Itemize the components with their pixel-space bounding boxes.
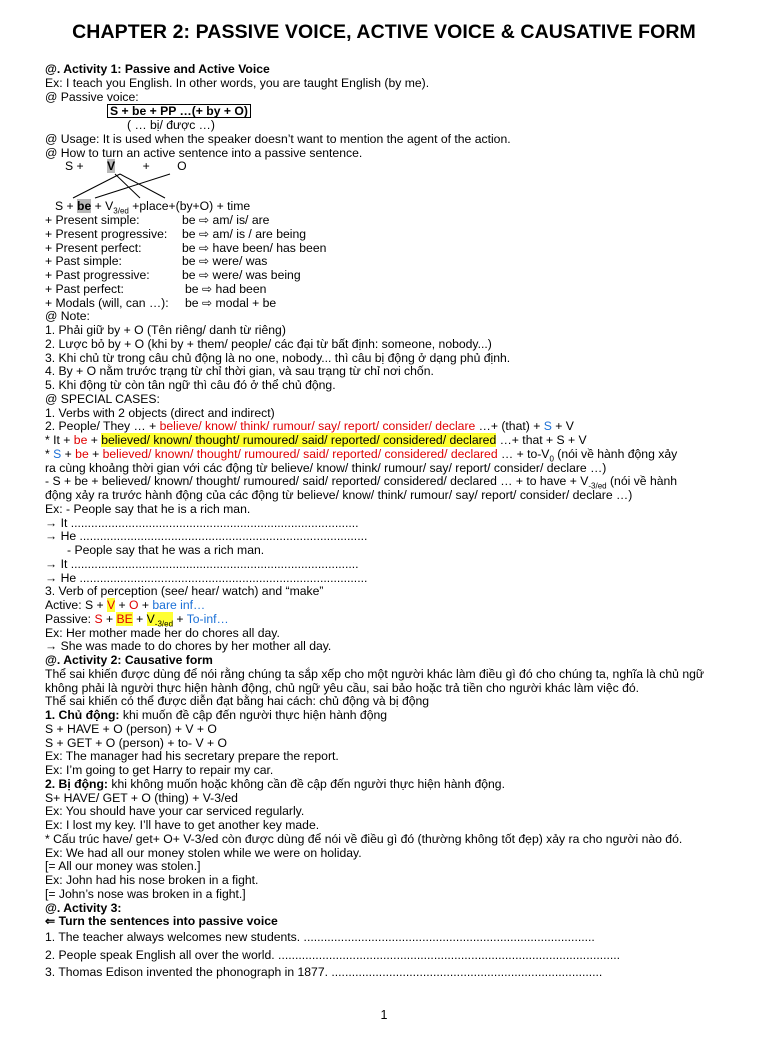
diagram-s: S +: [65, 159, 84, 174]
special-case-5: - S + be + believed/ known/ thought/ rumoured/ said/ reported/ considered/ declared … + to have + $V_{-3/ed}$ (nói về hành: [45, 474, 678, 491]
note-item: 1. Phải giữ by + O (Tên riêng/ danh từ riêng): [45, 323, 286, 337]
chapter-title: CHAPTER 2: PASSIVE VOICE, ACTIVE VOICE & CAUSATIVE FORM: [72, 21, 696, 43]
tense-row: + Past simple: be ⇨ were/ was: [45, 254, 268, 269]
example-chores: Ex: Her mother made her do chores all day.: [45, 625, 280, 640]
passive-rule: Passive: S + BE + $V_{-3/ed}$ + To-inf…: [45, 611, 229, 629]
causative-passive-head: 2. Bị động: khi không muốn hoặc không cần đề cập đến người thực hiện hành động.: [45, 776, 505, 791]
pointing-hand-icon: ⇐: [45, 914, 56, 929]
note-item: 3. Khi chủ từ trong câu chủ động là no one, nobody... thì câu bị động ở dạng phủ định.: [45, 350, 511, 365]
diagram-arrows: [45, 160, 245, 200]
causative-example: Ex: You should have your car serviced regularly.: [45, 804, 305, 819]
svo-diagram: [45, 160, 725, 200]
special-case-2: 2. People/ They … + believe/ know/ think/ rumour/ say/ report/ consider/ declare …+ (that) + S + V: [45, 419, 574, 434]
usage-line: @ Usage: It is used when the speaker doesn’t want to mention the agent of the action.: [45, 131, 511, 146]
causative-example: Ex: We had all our money stolen while we were on holiday.: [45, 845, 362, 860]
passive-voice-label: @ Passive voice:: [45, 89, 139, 104]
activity2-two-ways: Thể sai khiến có thể được diễn đạt bằng hai cách: chủ động và bị động: [45, 694, 430, 709]
activity2-heading: @. Activity 2: Causative form: [45, 653, 213, 667]
diagram-o: O: [177, 159, 187, 174]
diagram-be: be: [77, 199, 92, 214]
example-rich-man-past: - People say that he was a rich man.: [67, 543, 265, 557]
causative-example: Ex: I’m going to get Harry to repair my car.: [45, 763, 274, 777]
causative-example: [= All our money was stolen.]: [45, 859, 201, 874]
tense-list: [45, 214, 725, 310]
note-label: @ Note:: [45, 309, 90, 324]
causative-active-head: 1. Chủ động: khi muốn đề cập đến người thực hiện hành động: [45, 708, 388, 722]
rule-get: S + GET + O (person) + to- V + O: [45, 735, 227, 750]
note-item: 2. Lược bỏ by + O (khi by + them/ people/ các đại từ bất định: someone, nobody...): [45, 336, 492, 351]
causative-example: Ex: John had his nose broken in a fight.: [45, 873, 259, 887]
tense-row: + Present perfect: be ⇨ have been/ has been: [45, 240, 327, 255]
causative-example: Ex: The manager had his secretary prepare the report.: [45, 749, 339, 764]
note-item: 4. By + O nằm trước trạng từ chỉ thời gian, và sau trạng từ chỉ nơi chốn.: [45, 364, 434, 379]
answer-line-it: → It .....................................................................................: [45, 556, 359, 571]
rule-passive: S+ HAVE/ GET + O (thing) + V-3/ed: [45, 790, 238, 805]
activity2-intro: Thể sai khiến được dùng để nói rằng chúng ta sắp xếp cho một người khác làm điều gì đó cho chúng ta, nghĩa là chủ ngữ không phải là người thực hiện hành động, chủ ngữ yêu cầu, sai bảo hoặc trả tiền cho người khác làm việc đó.: [45, 666, 705, 695]
tense-row: + Past progressive: be ⇨ were/ was being: [45, 268, 301, 282]
tense-row: + Present simple: be ⇨ am/ is/ are: [45, 213, 270, 227]
diagram-plus: +: [142, 159, 150, 174]
passive-formula-vn: ( … bị/ được …): [127, 118, 215, 132]
exercise-item: 2. People speak English all over the world. .....................................................................................................: [45, 947, 621, 962]
answer-chores: → She was made to do chores by her mother all day.: [45, 639, 332, 654]
answer-line-he: → He .....................................................................................: [45, 570, 368, 585]
causative-note: * Cấu trúc have/ get+ O+ V-3/ed còn được dùng để nói về điều gì đó (thường không tốt đẹp) xảy ra cho người nào đó.: [45, 831, 683, 846]
diagram-v: V: [107, 159, 116, 174]
special-case-4-cont: ra cùng khoảng thời gian với các động từ believe/ know/ think/ rumour/ say/ report/ consider/ declare …): [45, 460, 607, 475]
exercise-item: 1. The teacher always welcomes new students. ......................................................................................: [45, 930, 595, 944]
special-case-5-cont: động xảy ra trước hành động của các động từ believe/ know/ think/ rumour/ say/ report/ consider/ declare …): [45, 488, 633, 502]
perception-heading: 3. Verb of perception (see/ hear/ watch) and “make”: [45, 584, 324, 599]
answer-line-he: → He .....................................................................................: [45, 529, 368, 544]
activity3-instruction: ⇐ Turn the sentences into passive voice: [45, 914, 278, 929]
special-cases-label: @ SPECIAL CASES:: [45, 391, 160, 406]
tense-row: + Past perfect: be ⇨ had been: [45, 281, 267, 296]
tense-row: + Present progressive: be ⇨ am/ is / are being: [45, 226, 307, 241]
special-case-4: * S + be + believed/ known/ thought/ rumoured/ said/ reported/ considered/ declared … + $to-V_0$ (nói về hành động xảy: [45, 446, 678, 464]
note-item: 5. Khi động từ còn tân ngữ thì câu đó ở thể chủ động.: [45, 378, 336, 392]
example-rich-man: Ex: - People say that he is a rich man.: [45, 501, 251, 516]
active-rule: Active: S + V + O + bare inf…: [45, 598, 206, 612]
exercise-item: 3. Thomas Edison invented the phonograph in 1877. ................................................................................: [45, 965, 603, 979]
activity1-heading: @. Activity 1: Passive and Active Voice: [45, 62, 270, 76]
passive-formula: S + be + PP …(+ by + O): [107, 104, 251, 118]
tense-row: + Modals (will, can …): be ⇨ modal + be: [45, 295, 277, 310]
rule-have: S + HAVE + O (person) + V + O: [45, 721, 217, 736]
special-case-1: 1. Verbs with 2 objects (direct and indirect): [45, 405, 275, 420]
how-to-line: @ How to turn an active sentence into a passive sentence.: [45, 145, 363, 160]
page-number: 1: [380, 1008, 388, 1022]
special-case-3: * It + be + believed/ known/ thought/ rumoured/ said/ reported/ considered/ declared …+ that + S + V: [45, 433, 587, 447]
activity3-heading: @. Activity 3:: [45, 900, 122, 915]
answer-line-it: → It .....................................................................................: [45, 515, 359, 530]
causative-example: Ex: I lost my key. I’ll have to get another key made.: [45, 818, 320, 832]
activity1-example: Ex: I teach you English. In other words, you are taught English (by me).: [45, 75, 430, 90]
diagram-bottom-line: S + be + $V_{3/ed}$ +place+(by+O) + time: [55, 199, 251, 216]
document-body: [45, 63, 725, 982]
causative-example: [= John’s nose was broken in a fight.]: [45, 886, 246, 901]
